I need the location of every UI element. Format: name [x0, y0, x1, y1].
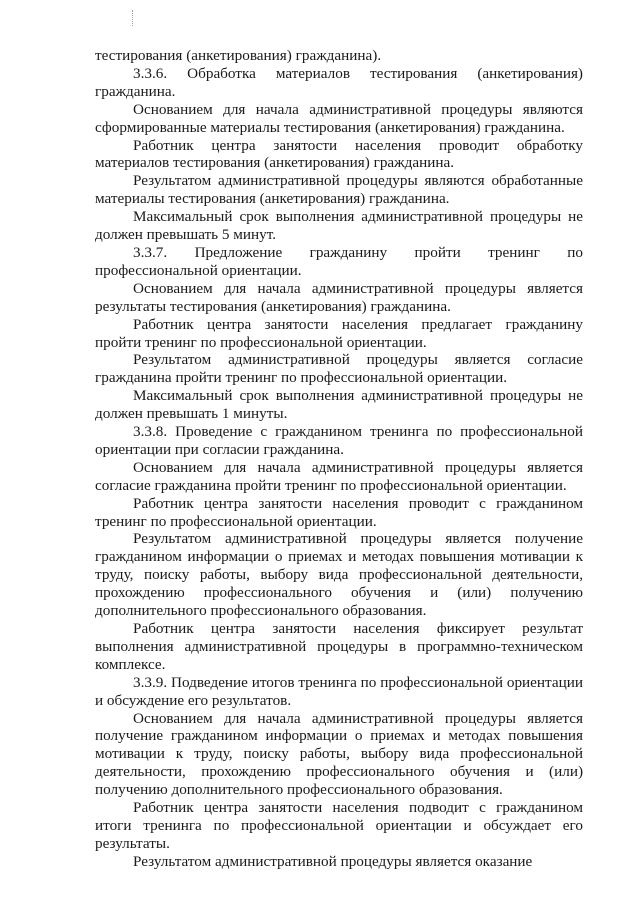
paragraph: Результатом административной процедуры являются обработанные материалы тестирования (анкетирования) гражданина.	[95, 172, 583, 208]
paragraph: Работник центра занятости населения предлагает гражданину пройти тренинг по профессиональной ориентации.	[95, 315, 583, 351]
paragraph: Результатом административной процедуры является согласие гражданина пройти тренинг по профессиональной ориентации.	[95, 351, 583, 387]
section-heading-3-3-9: 3.3.9. Подведение итогов тренинга по профессиональной ориентации и обсуждение его результатов.	[95, 673, 583, 709]
section-heading-3-3-8: 3.3.8. Проведение с гражданином тренинга по профессиональной ориентации при согласии гражданина.	[95, 423, 583, 458]
paragraph: Работник центра занятости населения проводит обработку материалов тестирования (анкетирования) гражданина.	[95, 136, 583, 172]
paragraph-truncated: Результатом административной процедуры является оказание	[133, 852, 533, 870]
paragraph: Максимальный срок выполнения административной процедуры не должен превышать 5 минут.	[95, 208, 583, 244]
paragraph: Основанием для начала административной процедуры является согласие гражданина пройти тренинг по профессиональной ориентации.	[95, 458, 583, 494]
paragraph: Работник центра занятости населения фиксирует результат выполнения административной процедуры в программно-техническом комплексе.	[95, 620, 583, 673]
paragraph: Результатом административной процедуры является получение гражданином информации о приемах и методах повышения мотивации к труду, поиску работы, выбору вида профессиональной деятельности, прохождению профессионального обучения и (или) получению дополнительного профессионального образования.	[95, 530, 583, 620]
paragraph: Максимальный срок выполнения административной процедуры не должен превышать 1 минуты.	[95, 387, 583, 423]
paragraph-continuation: тестирования (анкетирования) гражданина).	[95, 47, 382, 64]
section-heading-3-3-7: 3.3.7. Предложение гражданину пройти тренинг по профессиональной ориентации.	[95, 243, 583, 279]
section-heading-3-3-6: 3.3.6. Обработка материалов тестирования (анкетирования) гражданина.	[95, 64, 583, 100]
document-body	[95, 47, 583, 871]
paragraph: Основанием для начала административной процедуры являются сформированные материалы тестирования (анкетирования) гражданина.	[95, 100, 583, 136]
paragraph: Работник центра занятости населения проводит с гражданином тренинг по профессиональной ориентации.	[95, 494, 583, 530]
scan-artifact	[132, 10, 135, 26]
paragraph: Основанием для начала административной процедуры является результаты тестирования (анкетирования) гражданина.	[95, 279, 583, 315]
paragraph: Работник центра занятости населения подводит с гражданином итоги тренинга по профессиональной ориентации и обсуждает его результаты.	[95, 799, 583, 852]
paragraph: Основанием для начала административной процедуры является получение гражданином информации о приемах и методах повышения мотивации к труду, поиску работы, выбору вида профессиональной деятельности, прохождению профессионального обучения и (или) получению дополнительного профессионального образования.	[95, 709, 583, 799]
